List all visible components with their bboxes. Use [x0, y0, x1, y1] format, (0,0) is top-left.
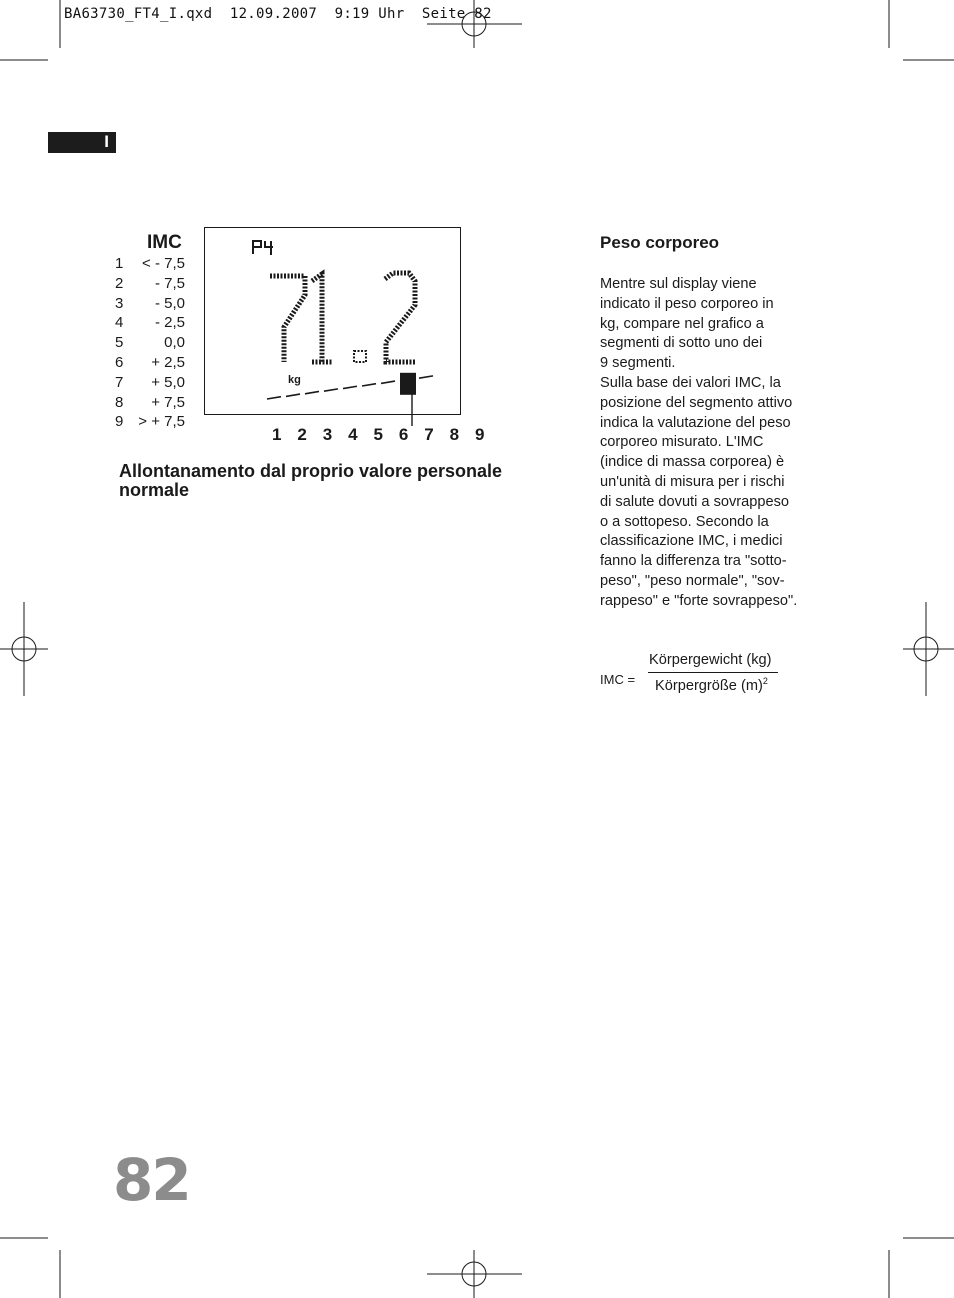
weight-digits [270, 273, 416, 362]
imc-scale-row [115, 294, 185, 314]
imc-row-number: 2 [115, 274, 124, 292]
formula-numerator: Körpergewicht (kg) [649, 652, 772, 668]
imc-row-value: - 5,0 [154, 294, 185, 312]
imc-row-value: 0,0 [164, 334, 185, 352]
body-text-line: classificazione IMC, i medici [600, 533, 783, 550]
imc-row-value: + 7,5 [151, 393, 185, 411]
body-text-line: Mentre sul display viene [600, 276, 757, 292]
imc-row-number: 3 [115, 294, 124, 312]
body-text-line: posizione del segmento attivo [600, 394, 793, 411]
imc-scale-row [115, 274, 185, 294]
body-text-line: (indice di massa corporea) è [600, 454, 785, 471]
registration-mark-left [0, 602, 48, 696]
active-segment-block [400, 373, 416, 395]
body-text-line: kg, compare nel grafico a [600, 315, 764, 332]
formula-lhs: IMC = [600, 672, 636, 687]
body-text-line: un'unità di misura per i rischi [600, 473, 785, 490]
language-tab [48, 132, 116, 153]
segment-dash [324, 389, 338, 391]
registration-mark-right [903, 602, 954, 696]
imc-scale-title: IMC [147, 232, 182, 253]
body-text-line: di salute dovuti a sovrappeso [600, 493, 790, 510]
imc-row-number: 9 [115, 413, 124, 431]
body-text-line: o a sottopeso. Secondo la [600, 513, 769, 530]
body-text-line: corporeo misurato. L'IMC [600, 434, 764, 451]
segment-dash [362, 384, 376, 386]
segment-dash [381, 381, 395, 383]
segment-dash [286, 394, 300, 396]
body-text-line: fanno la differenza tra "sotto- [600, 553, 787, 570]
body-text-line: indicato il peso corporeo in [600, 295, 774, 312]
scale-display [204, 227, 461, 415]
imc-row-number: 1 [115, 255, 124, 272]
imc-scale-row [115, 313, 185, 333]
imc-scale-list [115, 254, 185, 432]
print-header: BA63730_FT4_I.qxd 12.09.2007 9:19 Uhr Seite 82 [64, 6, 492, 22]
segment-dash [305, 391, 319, 393]
formula-denominator-text: Körpergröße (m) [655, 677, 763, 694]
imc-row-number: 4 [115, 314, 124, 332]
segment-number-labels: 1 2 3 4 5 6 7 8 9 [272, 425, 491, 444]
formula-denominator [655, 676, 768, 694]
imc-row-value: > + 7,5 [138, 413, 185, 431]
section-body [600, 275, 820, 612]
imc-row-value: - 7,5 [154, 274, 185, 292]
display-graphic [204, 227, 461, 415]
imc-row-value: - 2,5 [154, 314, 185, 332]
imc-row-value: + 2,5 [151, 353, 185, 371]
imc-row-number: 8 [115, 393, 124, 411]
section-title: Peso corporeo [600, 233, 720, 252]
language-tab-label: I [104, 132, 109, 151]
body-text-line: peso", "peso normale", "sov- [600, 572, 785, 589]
segment-dash [343, 386, 357, 388]
body-text-line: segmenti di sotto uno dei [600, 335, 763, 352]
segment-dash [267, 397, 281, 399]
imc-scale-row [115, 412, 185, 432]
imc-row-value: < - 7,5 [142, 255, 185, 272]
imc-scale-row [115, 254, 185, 274]
body-text-line: 9 segmenti. [600, 355, 676, 372]
formula-fraction-bar [648, 672, 778, 673]
formula-exponent: 2 [762, 676, 768, 686]
user-indicator-icon [253, 241, 273, 255]
registration-mark-bottom [427, 1250, 522, 1298]
weight-unit-label: kg [288, 374, 301, 386]
imc-row-number: 7 [115, 373, 124, 391]
body-text-line: Sulla base dei valori IMC, la [600, 374, 781, 391]
imc-row-number: 6 [115, 353, 124, 371]
page-number: 82 [113, 1146, 190, 1214]
body-text-line: indica la valutazione del peso [600, 414, 791, 431]
imc-scale-row [115, 393, 185, 413]
imc-scale-row [115, 373, 185, 393]
imc-row-number: 5 [115, 334, 124, 352]
imc-row-value: + 5,0 [151, 373, 185, 391]
imc-scale-row [115, 333, 185, 353]
body-text-line: rappeso" e "forte sovrappeso". [600, 592, 798, 609]
segment-dash [419, 376, 433, 378]
figure-caption: Allontanamento dal proprio valore personale normale [119, 461, 503, 500]
imc-scale-row [115, 353, 185, 373]
